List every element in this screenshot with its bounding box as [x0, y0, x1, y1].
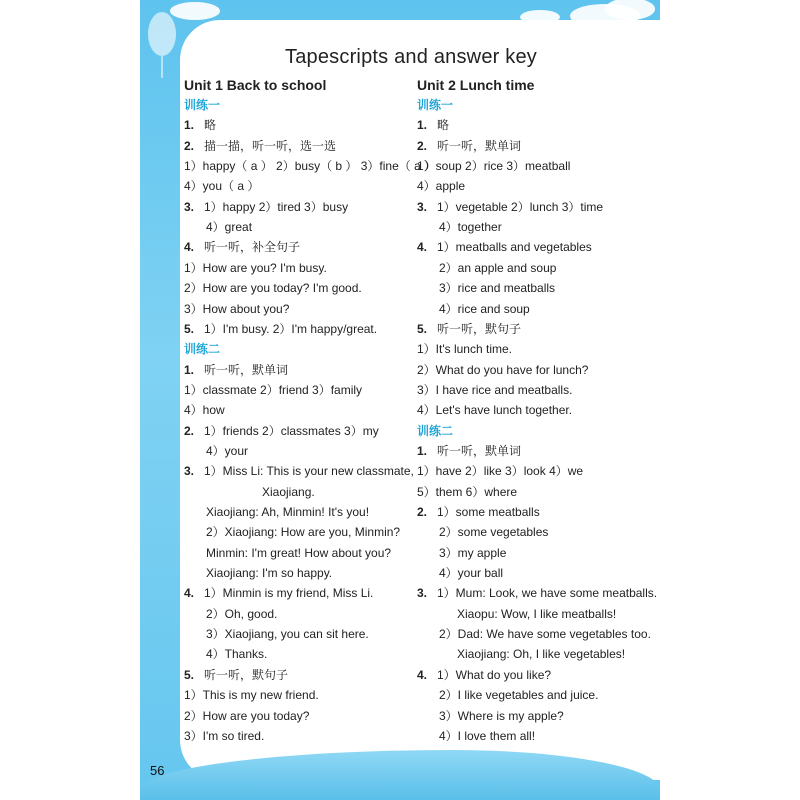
item-number: 2.	[417, 505, 428, 519]
answer-text: 1）happy 2）tired 3）busy	[204, 199, 349, 214]
answer-line: 2）What do you have for lunch?	[417, 362, 589, 377]
answer-text: 1）vegetable 2）lunch 3）time	[437, 199, 604, 214]
answer-item	[184, 668, 288, 682]
answer-text: 1）some meatballs	[437, 505, 540, 519]
item-number: 1.	[417, 118, 428, 133]
answer-item	[184, 322, 377, 336]
answer-line: Minmin: I'm great! How about you?	[206, 545, 392, 560]
answer-text: 听一听，默句子	[437, 321, 522, 336]
answer-line: 4）your	[206, 443, 249, 458]
answer-text: 听一听，默句子	[204, 667, 289, 682]
answer-text: 1）Minmin is my friend, Miss Li.	[204, 586, 374, 601]
item-number: 3.	[417, 586, 428, 601]
answer-line: Xiaojiang: Oh, I like vegetables!	[457, 647, 626, 662]
answer-line: 4）great	[206, 220, 253, 235]
right-heading: Unit 2 Lunch time	[417, 77, 535, 93]
balloon-icon	[142, 10, 182, 80]
answer-line: 1）have 2）like 3）look 4）we	[417, 464, 584, 479]
answer-text: 1）I'm busy. 2）I'm happy/great.	[204, 321, 378, 336]
item-number: 4.	[417, 667, 428, 682]
answer-line: 3）I'm so tired.	[184, 728, 265, 743]
item-number: 2.	[184, 138, 195, 153]
section-heading: 训练二	[417, 423, 454, 438]
answer-line: 2）some vegetables	[439, 525, 549, 540]
answer-item	[417, 505, 540, 519]
answer-line: 1）How are you? I'm busy.	[184, 260, 327, 275]
answer-text: 1）Miss Li: This is your new classmate,	[204, 464, 414, 479]
item-number: 1.	[417, 443, 428, 458]
item-number: 1.	[184, 362, 195, 377]
item-number: 3.	[184, 199, 195, 214]
answer-line: 2）I like vegetables and juice.	[439, 688, 599, 703]
item-number: 3.	[184, 464, 195, 479]
answer-item	[417, 240, 592, 254]
answer-text: 1）Mum: Look, we have some meatballs.	[437, 586, 658, 601]
answer-item	[417, 586, 657, 600]
answer-item	[184, 464, 414, 478]
item-number: 4.	[184, 586, 195, 601]
answer-line: 4）apple	[417, 179, 466, 194]
answer-text: 听一听，默单词	[437, 443, 522, 458]
answer-line: 1）It's lunch time.	[417, 342, 512, 357]
answer-line: 4）together	[439, 220, 502, 235]
answer-line: 4）how	[184, 403, 225, 418]
answer-line: 2）Xiaojiang: How are you, Minmin?	[206, 525, 401, 540]
answer-line: 4）rice and soup	[439, 301, 530, 316]
answer-text: 听一听，补全句子	[204, 240, 301, 255]
answer-text: 听一听，默单词	[437, 138, 522, 153]
item-number: 4.	[184, 240, 195, 255]
answer-item	[184, 240, 300, 254]
item-number: 2.	[184, 423, 195, 438]
answer-item	[184, 200, 348, 214]
answer-line: Xiaojiang.	[262, 484, 315, 499]
answer-line: 3）I have rice and meatballs.	[417, 382, 573, 397]
answer-line: 1）classmate 2）friend 3）family	[184, 382, 363, 397]
page-title: Tapescripts and answer key	[285, 46, 537, 68]
answer-item	[417, 444, 521, 458]
answer-line: 2）How are you today?	[184, 708, 310, 723]
left-heading: Unit 1 Back to school	[184, 77, 327, 93]
answer-sheet	[180, 20, 660, 780]
answer-line: 4）Let's have lunch together.	[417, 403, 573, 418]
answer-line: 2）How are you today? I'm good.	[184, 281, 362, 296]
section-heading: 训练一	[417, 98, 454, 112]
answer-line: 4）Thanks.	[206, 647, 268, 662]
answer-line: 2）Oh, good.	[206, 606, 278, 621]
answer-item	[417, 200, 603, 214]
answer-item	[184, 363, 288, 377]
item-number: 3.	[417, 199, 428, 214]
answer-item	[184, 118, 216, 132]
item-number: 5.	[417, 321, 428, 336]
answer-text: 描一描，听一听，选一选	[204, 138, 337, 153]
answer-line: 3）rice and meatballs	[439, 281, 556, 296]
section-heading: 训练二	[184, 342, 221, 357]
answer-item	[417, 322, 521, 336]
answer-line: 3）Xiaojiang, you can sit here.	[206, 627, 369, 642]
answer-line: 5）them 6）where	[417, 484, 518, 499]
answer-item	[184, 424, 379, 438]
item-number: 5.	[184, 321, 195, 336]
answer-text: 1）What do you like?	[437, 667, 552, 682]
answer-text: 略	[437, 118, 450, 133]
answer-line: 4）your ball	[439, 566, 504, 581]
answer-line: 4）you（ a ）	[184, 179, 260, 194]
answer-text: 1）friends 2）classmates 3）my	[204, 423, 379, 438]
answer-line: 2）an apple and soup	[439, 260, 557, 275]
answer-item	[417, 139, 521, 153]
answer-line: 4）I love them all!	[439, 728, 536, 743]
answer-line: 2）Dad: We have some vegetables too.	[439, 627, 651, 642]
answer-item	[417, 118, 449, 132]
item-number: 2.	[417, 138, 428, 153]
answer-line: 3）Where is my apple?	[439, 708, 564, 723]
answer-line: Xiaojiang: Ah, Minmin! It's you!	[206, 505, 370, 519]
answer-line: 1）This is my new friend.	[184, 688, 319, 703]
item-number: 1.	[184, 118, 195, 133]
answer-line: 3）How about you?	[184, 301, 290, 316]
answer-item	[184, 139, 336, 153]
answer-text: 1）meatballs and vegetables	[437, 240, 592, 255]
answer-line: 1）happy（ a ） 2）busy（ b ） 3）fine（ a ）	[184, 159, 437, 174]
item-number: 5.	[184, 667, 195, 682]
cloud-decoration	[605, 0, 655, 20]
answer-item	[417, 668, 551, 682]
answer-line: Xiaopu: Wow, I like meatballs!	[457, 606, 617, 621]
section-heading: 训练一	[184, 98, 221, 112]
answer-text: 听一听，默单词	[204, 362, 289, 377]
answer-text: 略	[204, 118, 217, 133]
answer-line: Xiaojiang: I'm so happy.	[206, 566, 333, 581]
answer-line: 1）soup 2）rice 3）meatball	[417, 159, 571, 174]
answer-line: 3）my apple	[439, 545, 507, 560]
item-number: 4.	[417, 240, 428, 255]
page-number: 56	[150, 763, 165, 778]
answer-item	[184, 586, 373, 600]
